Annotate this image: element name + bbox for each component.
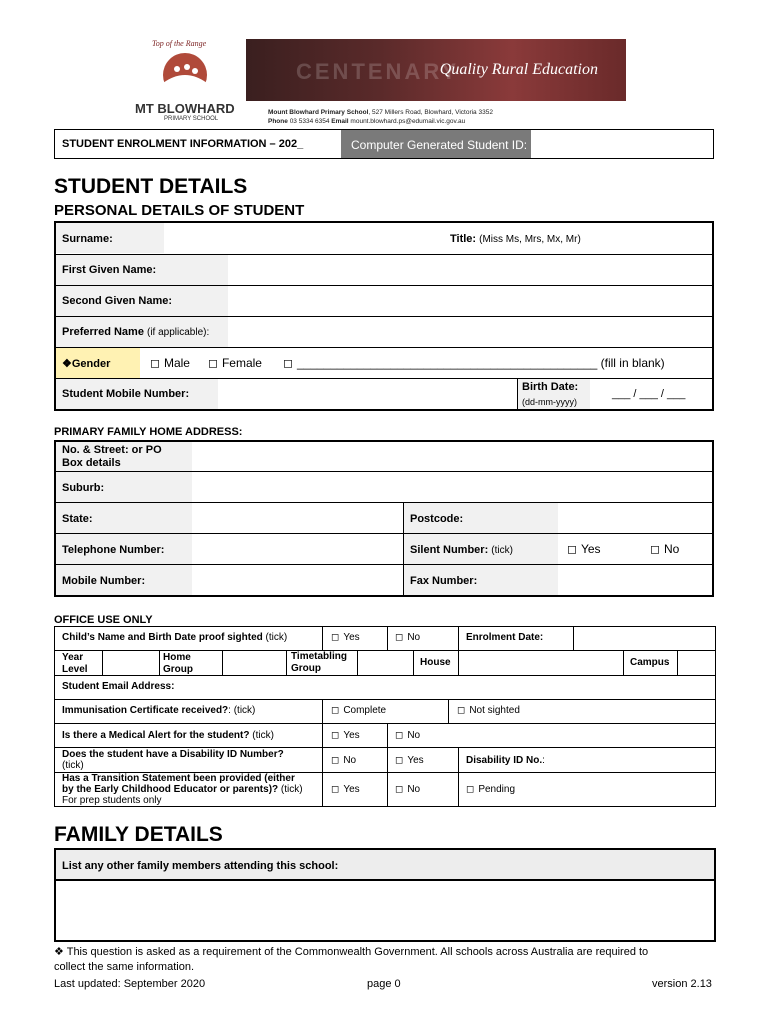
- preferred-name-label: Preferred Name (if applicable):: [62, 326, 210, 338]
- address-line: , 527 Millers Road, Blowhard, Victoria 3352: [368, 109, 493, 116]
- enrolment-date-label: Enrolment Date:: [466, 632, 544, 643]
- transition-pending-checkbox[interactable]: ◻ Pending: [466, 784, 515, 795]
- immunisation-complete-checkbox[interactable]: ◻ Complete: [331, 705, 386, 716]
- silent-yes-checkbox[interactable]: [567, 542, 601, 556]
- email-value: mount.blowhard.ps@edumail.vic.gov.au: [350, 118, 466, 125]
- proof-no-checkbox[interactable]: ◻ No: [395, 632, 420, 643]
- banner-tagline: Quality Rural Education: [439, 61, 598, 78]
- gender-other-blank: _____________________________________________: [296, 356, 598, 370]
- gender-female-label: Female: [221, 356, 262, 370]
- proof-yes-checkbox[interactable]: ◻ Yes: [331, 632, 360, 643]
- student-email-label: Student Email Address:: [62, 681, 175, 692]
- state-input[interactable]: [194, 503, 402, 533]
- campus-label: Campus: [630, 657, 670, 668]
- school-logo: [130, 37, 245, 127]
- last-updated: Last updated: September 2020: [54, 978, 206, 990]
- first-name-input[interactable]: [230, 255, 712, 285]
- silent-number-hint: (tick): [491, 545, 513, 556]
- silent-number-label: Silent Number: (tick): [410, 544, 513, 556]
- home-address-heading: PRIMARY FAMILY HOME ADDRESS:: [54, 426, 243, 438]
- fill-in-blank-hint: (fill in blank): [600, 356, 665, 370]
- family-details-heading: FAMILY DETAILS: [54, 823, 223, 846]
- gender-male-checkbox[interactable]: [150, 356, 190, 370]
- fax-label: Fax Number:: [410, 575, 478, 587]
- immunisation-not-sighted-checkbox[interactable]: ◻ Not sighted: [457, 705, 520, 716]
- title-label: Title: (Miss Ms, Mrs, Mx, Mr): [450, 233, 581, 245]
- first-name-label: First Given Name:: [62, 264, 157, 276]
- mobile-input[interactable]: [194, 565, 402, 595]
- proof-tick-hint: (tick): [265, 632, 288, 643]
- preferred-name-input[interactable]: [230, 317, 712, 347]
- computer-id-label: Computer Generated Student ID:: [351, 138, 528, 152]
- student-mobile-input[interactable]: [220, 379, 516, 409]
- birth-date-format: (dd-mm-yyyy): [522, 397, 577, 407]
- transition-note: For prep students only: [62, 795, 162, 806]
- house-input[interactable]: [459, 651, 622, 675]
- disability-no-checkbox[interactable]: ◻ No: [331, 755, 356, 766]
- transition-no-checkbox[interactable]: ◻ No: [395, 784, 420, 795]
- suburb-label: Suburb:: [62, 482, 105, 494]
- page-number: page 0: [367, 978, 401, 990]
- silent-no-label: No: [663, 542, 680, 556]
- medical-tick-hint: (tick): [252, 730, 274, 741]
- campus-input[interactable]: [678, 651, 715, 675]
- title-hint: (Miss Ms, Mrs, Mx, Mr): [479, 234, 581, 245]
- surname-input[interactable]: [166, 223, 446, 253]
- logo-school-name: MT BLOWHARD: [135, 101, 235, 116]
- year-level-label: Year Level: [62, 652, 88, 675]
- silent-yes-label: Yes: [580, 542, 601, 556]
- second-name-input[interactable]: [230, 286, 712, 316]
- email-label: Email: [331, 118, 349, 125]
- year-level-input[interactable]: [103, 651, 158, 675]
- office-use-heading: OFFICE USE ONLY: [54, 614, 153, 626]
- computer-id-field[interactable]: [532, 130, 713, 158]
- proof-sighted-label: Child’s Name and Birth Date proof sighted (tick): [62, 632, 288, 643]
- timetabling-group-label: Timetabling Group: [291, 651, 347, 674]
- second-name-label: Second Given Name:: [62, 295, 173, 307]
- home-group-input[interactable]: [223, 651, 285, 675]
- student-mobile-label: Student Mobile Number:: [62, 388, 190, 400]
- silent-no-checkbox[interactable]: [650, 542, 679, 556]
- house-label: House: [420, 657, 451, 668]
- other-family-members-label: List any other family members attending this school:: [62, 860, 339, 872]
- street-input[interactable]: [194, 442, 712, 471]
- transition-tick-hint: (tick): [280, 784, 303, 795]
- surname-label: Surname:: [62, 233, 113, 245]
- immunisation-hint: : (tick): [228, 705, 256, 716]
- street-label: No. & Street: or PO Box details: [62, 444, 162, 469]
- logo-emblem: [155, 49, 215, 99]
- header-banner: [246, 39, 626, 101]
- version-number: version 2.13: [652, 978, 712, 990]
- state-label: State:: [62, 513, 93, 525]
- logo-badge-line: Top of the Range: [152, 39, 207, 48]
- enrolment-date-input[interactable]: [574, 627, 715, 650]
- gender-female-checkbox[interactable]: [208, 356, 262, 370]
- enrolment-title: STUDENT ENROLMENT INFORMATION – 202_: [62, 138, 304, 150]
- mobile-label: Mobile Number:: [62, 575, 146, 587]
- disability-question-label: Does the student have a Disability ID Number? (tick): [62, 749, 284, 771]
- banner-overlay: CENTENARY: [296, 59, 460, 84]
- commonwealth-note: ❖ This question is asked as a requirement of the Commonwealth Government. All schools across Australia are required to collect the same information.: [54, 946, 649, 973]
- transition-yes-checkbox[interactable]: ◻ Yes: [331, 784, 360, 795]
- gender-other-checkbox[interactable]: [283, 356, 665, 370]
- personal-details-subheading: PERSONAL DETAILS OF STUDENT: [54, 202, 305, 219]
- gender-male-label: Male: [163, 356, 190, 370]
- timetabling-group-input[interactable]: [358, 651, 412, 675]
- immunisation-label: Immunisation Certificate received?: (tick): [62, 705, 256, 716]
- student-details-heading: STUDENT DETAILS: [54, 175, 248, 198]
- school-address: [268, 108, 493, 126]
- student-email-input[interactable]: [200, 676, 714, 698]
- fax-input[interactable]: [560, 565, 712, 595]
- gender-label: ❖Gender: [62, 358, 111, 370]
- disability-yes-checkbox[interactable]: ◻ Yes: [395, 755, 424, 766]
- logo-school-sub: PRIMARY SCHOOL: [164, 116, 219, 122]
- birth-date-input[interactable]: ___ / ___ / ___: [612, 388, 686, 400]
- address-school-name: Mount Blowhard Primary School: [268, 109, 369, 116]
- home-group-label: Home Group: [163, 652, 193, 675]
- phone-label: Phone: [268, 118, 288, 125]
- transition-question-label: Has a Transition Statement been provided (either by the Early Childhood Educator or parents)? (tick) For prep students only: [62, 773, 303, 806]
- postcode-input[interactable]: [560, 503, 712, 533]
- telephone-input[interactable]: [194, 534, 402, 564]
- other-family-members-input[interactable]: [56, 882, 714, 940]
- birth-date-label: Birth Date:: [522, 381, 579, 393]
- medical-alert-label: Is there a Medical Alert for the student? (tick): [62, 730, 274, 741]
- disability-id-label: Disability ID No.:: [466, 755, 545, 766]
- medical-yes-checkbox[interactable]: ◻ Yes: [331, 730, 360, 741]
- postcode-label: Postcode:: [410, 513, 464, 525]
- preferred-hint: (if applicable):: [147, 327, 210, 338]
- phone-value: 03 5334 6354: [289, 118, 330, 125]
- telephone-label: Telephone Number:: [62, 544, 165, 556]
- disability-id-input[interactable]: [550, 749, 714, 771]
- suburb-input[interactable]: [194, 472, 712, 502]
- medical-no-checkbox[interactable]: ◻ No: [395, 730, 420, 741]
